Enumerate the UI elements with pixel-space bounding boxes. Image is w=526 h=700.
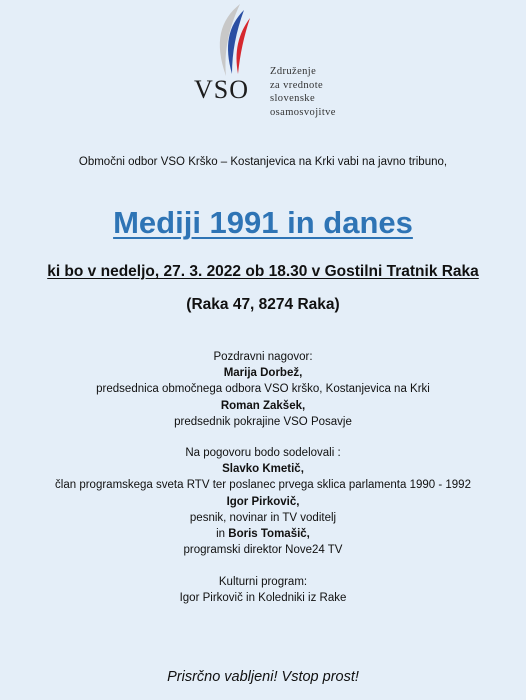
speaker-name: Roman Zakšek, [220,399,306,412]
panelist-role: pesnik, novinar in TV voditelj [189,511,337,524]
panelist-role: programski direktor Nove24 TV [183,544,343,557]
panelist-prefix: in [216,528,229,541]
speaker-role: predsednik pokrajine VSO Posavje [174,415,352,428]
speaker-name: Marija Dorbež, [223,367,303,380]
greetings-section [0,349,526,430]
panelist-role: član programskega sveta RTV ter poslanec prvega sklica parlamenta 1990 - 1992 [55,479,471,492]
logo-organization-name [270,65,336,119]
logo-org-line: osamosvojitve [270,106,336,118]
intro-text: Območni odbor VSO Krško – Kostanjevica na Krki vabi na javno tribuno, [78,156,448,168]
panelist-name: Igor Pirkovič, [226,495,300,508]
flame-icon [210,2,254,78]
event-title: Mediji 1991 in danes [113,205,413,240]
culture-section [0,574,526,606]
culture-text: Igor Pirkovič in Koledniki iz Rake [179,592,347,605]
panel-heading: Na pogovoru bodo sodelovali : [185,447,341,459]
event-address: (Raka 47, 8274 Raka) [186,296,340,313]
closing-text: Prisrčno vabljeni! Vstop prost! [167,669,359,685]
logo-org-line: Združenje [270,66,317,77]
culture-heading: Kulturni program: [218,576,308,588]
panel-section [0,445,526,558]
greetings-heading: Pozdravni nagovor: [213,351,313,363]
speaker-role: predsednica območnega odbora VSO krško, Kostanjevica na Krki [96,383,430,396]
event-date-location: ki bo v nedeljo, 27. 3. 2022 ob 18.30 v Gostilni Tratnik Raka [47,263,479,280]
panelist-line [0,526,526,542]
panelist-name: Slavko Kmetič, [222,463,304,476]
logo-org-line: slovenske [270,93,316,104]
panelist-name: Boris Tomašič, [228,528,310,541]
vso-logo [194,2,364,134]
logo-abbreviation: VSO [194,75,250,104]
logo-org-line: za vrednote [270,79,324,91]
